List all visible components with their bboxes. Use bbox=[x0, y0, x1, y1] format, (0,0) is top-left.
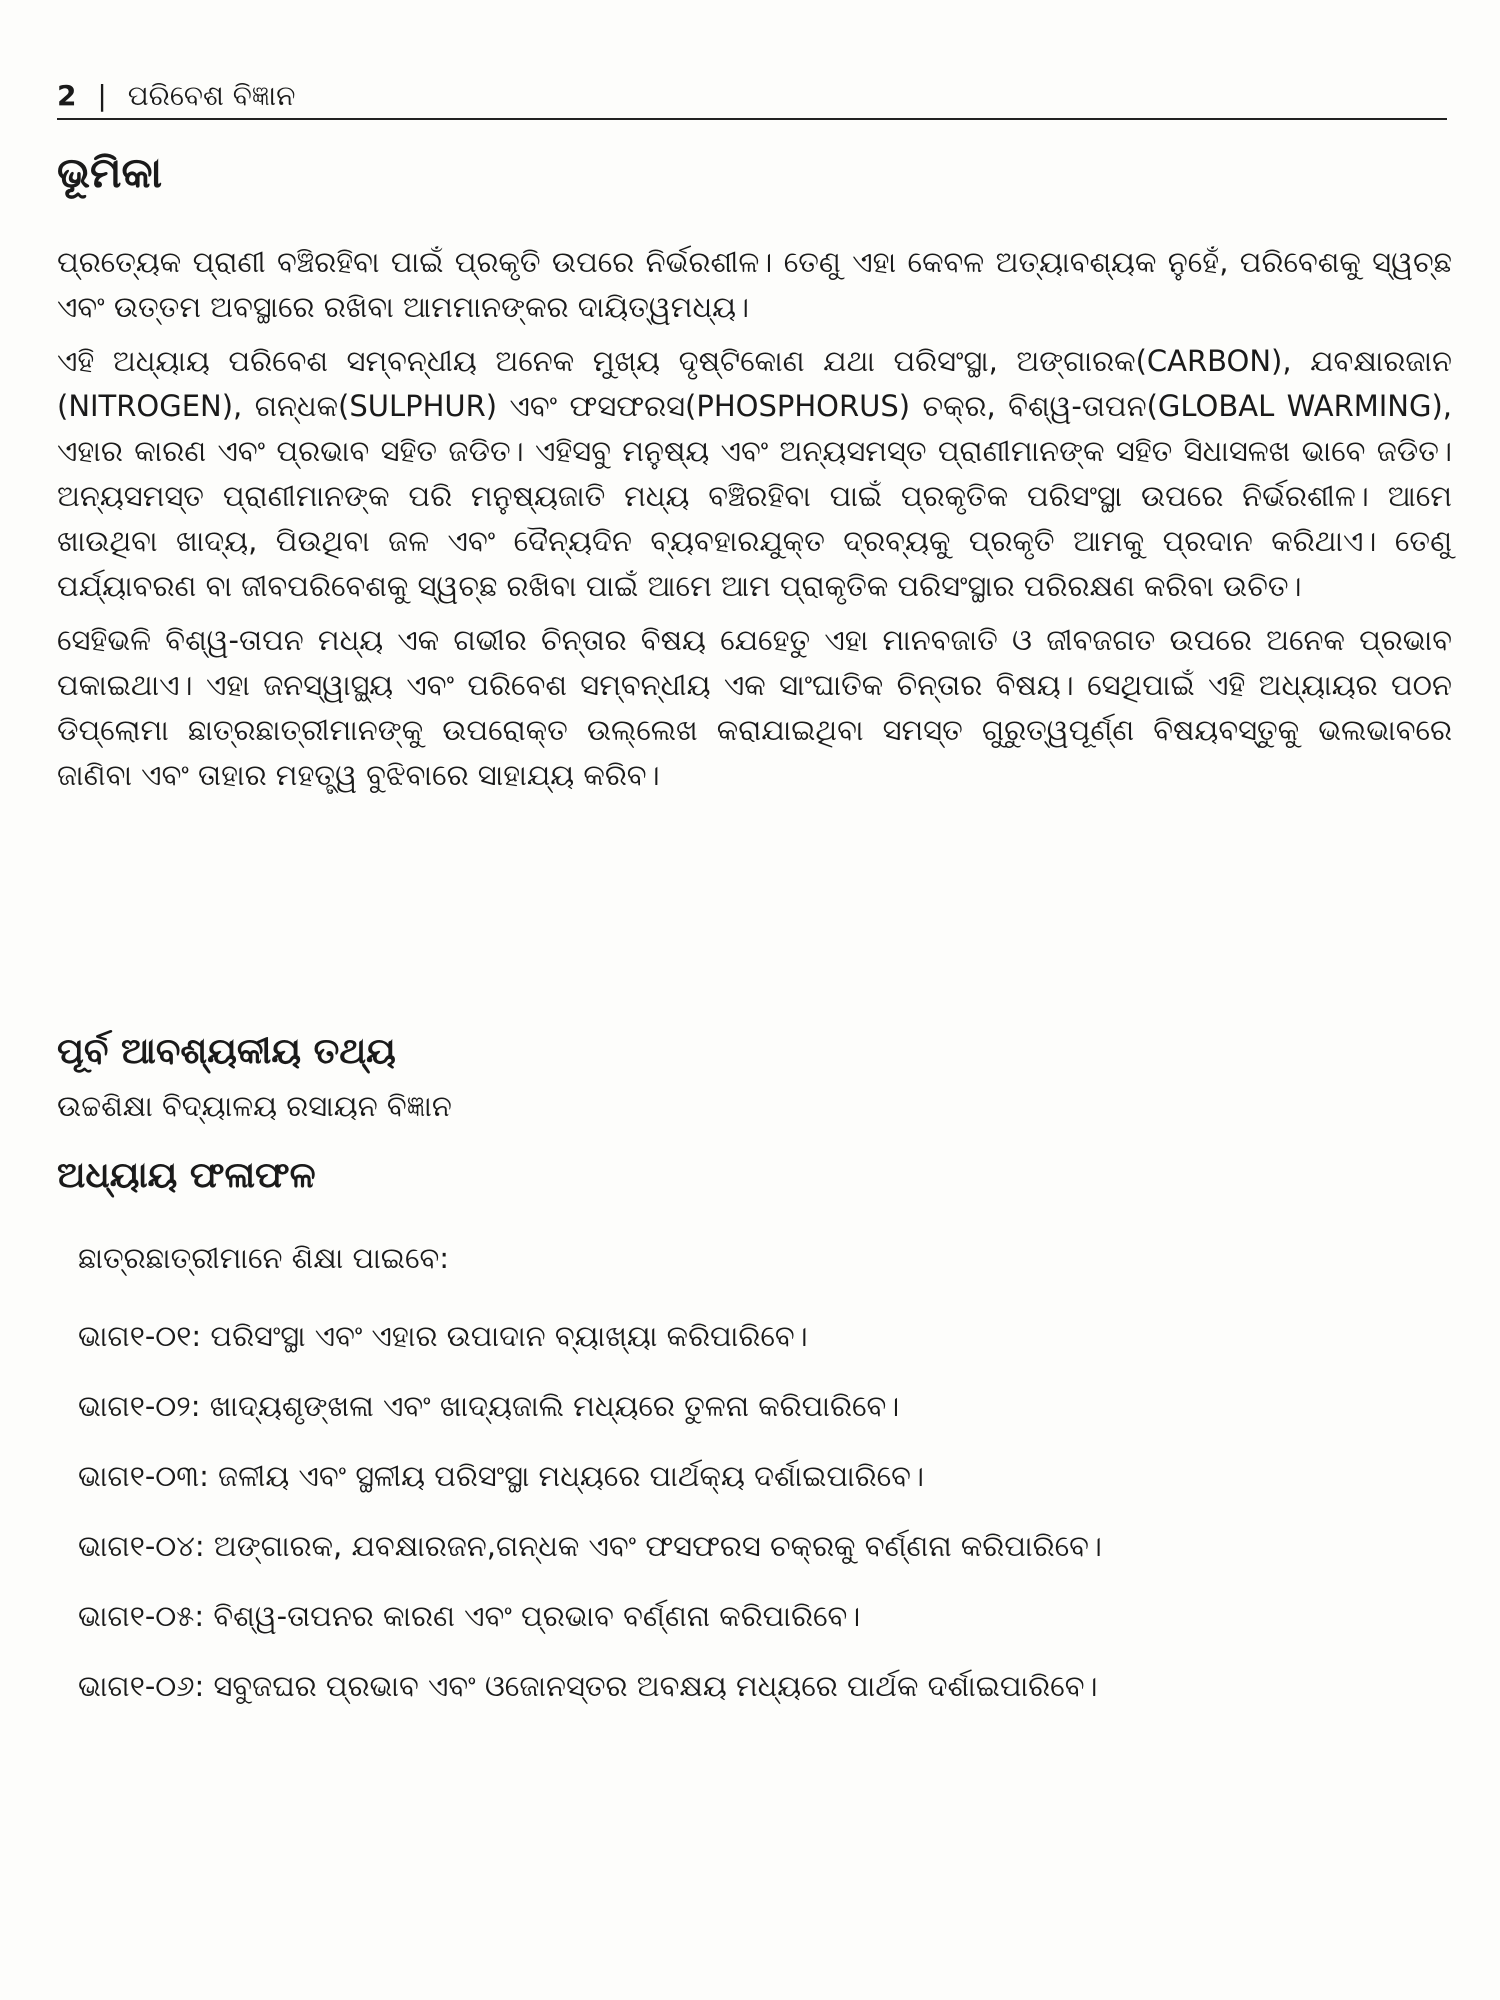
outcomes-list bbox=[78, 1316, 1438, 1736]
page-number: 2 bbox=[57, 79, 77, 112]
outcomes-heading: ଅଧ୍ୟାୟ ଫଳାଫଳ bbox=[57, 1155, 316, 1196]
book-title: ପରିବେଶ ବିଜ୍ଞାନ bbox=[127, 79, 296, 112]
outcome-item: ଭାଗ୧-୦୫: ବିଶ୍ୱ-ତାପନର କାରଣ ଏବଂ ପ୍ରଭାବ ବର୍ଣ୍ଣନା କରିପାରିବେ। bbox=[78, 1599, 861, 1633]
intro-paragraph-3: ସେହିଭଳି ବିଶ୍ୱ-ତାପନ ମଧ୍ୟ ଏକ ଗଭୀର ଚିନ୍ତାର ବିଷୟ ଯେହେତୁ ଏହା ମାନବଜାତି ଓ ଜୀବଜଗତ ଉପରେ ଅନେକ ପ୍ରଭାବ ପକାଇଥାଏ। ଏହା ଜନସ୍ୱାସ୍ଥ୍ୟ ଏବଂ ପରିବେଶ ସମ୍ବନ୍ଧୀୟ ଏକ ସାଂଘାତିକ ଚିନ୍ତାର ବିଷୟ। ସେଥିପାଇଁ ଏହି ଅଧ୍ୟାୟର ପଠନ ଡିପ୍ଲୋମା ଛାତ୍ରଛାତ୍ରୀମାନଙ୍କୁ ଉପରୋକ୍ତ ଉଲ୍ଲେଖ କରାଯାଇଥିବା ସମସ୍ତ ଗୁରୁତ୍ୱପୂର୍ଣ୍ଣ ବିଷୟବସ୍ତୁକୁ ଭଲଭାବରେ ଜାଣିବା ଏବଂ ତାହାର ମହତ୍ତ୍ୱ ବୁଝିବାରେ ସାହାଯ୍ୟ କରିବ। bbox=[57, 623, 1452, 792]
outcome-item: ଭାଗ୧-୦୧: ପରିସଂସ୍ଥା ଏବଂ ଏହାର ଉପାଦାନ ବ୍ୟାଖ୍ୟା କରିପାରିବେ। bbox=[78, 1319, 808, 1353]
outcome-item: ଭାଗ୧-୦୩: ଜଳୀୟ ଏବଂ ସ୍ଥଳୀୟ ପରିସଂସ୍ଥା ମଧ୍ୟରେ ପାର୍ଥକ୍ୟ ଦର୍ଶାଇପାରିବେ। bbox=[78, 1459, 925, 1493]
outcomes-intro: ଛାତ୍ରଛାତ୍ରୀମାନେ ଶିକ୍ଷା ପାଇବେ: bbox=[78, 1241, 450, 1275]
header-separator: | bbox=[97, 79, 107, 112]
prerequisite-text: ଉଚ୍ଚଶିକ୍ଷା ବିଦ୍ୟାଳୟ ରସାୟନ ବିଜ୍ଞାନ bbox=[57, 1089, 452, 1123]
introduction-body bbox=[57, 240, 1452, 807]
outcome-item: ଭାଗ୧-୦୬: ସବୁଜଘର ପ୍ରଭାବ ଏବଂ ଓଜୋନସ୍ତର ଅବକ୍ଷୟ ମଧ୍ୟରେ ପାର୍ଥକ ଦର୍ଶାଇପାରିବେ। bbox=[78, 1669, 1098, 1703]
intro-paragraph-1: ପ୍ରତ୍ୟେକ ପ୍ରାଣୀ ବଞ୍ଚିରହିବା ପାଇଁ ପ୍ରକୃତି ଉପରେ ନିର୍ଭରଶୀଳ। ତେଣୁ ଏହା କେବଳ ଅତ୍ୟାବଶ୍ୟକ ନୁହେଁ, ପରିବେଶକୁ ସ୍ୱଚ୍ଛ ଏବଂ ଉତ୍ତମ ଅବସ୍ଥାରେ ରଖିବା ଆମମାନଙ୍କର ଦାୟିତ୍ୱମଧ୍ୟ। bbox=[57, 245, 1452, 324]
outcome-item: ଭାଗ୧-୦୪: ଅଙ୍ଗାରକ, ଯବକ୍ଷାରଜନ,ଗନ୍ଧକ ଏବଂ ଫସଫରସ ଚକ୍ରକୁ ବର୍ଣ୍ଣନା କରିପାରିବେ। bbox=[78, 1529, 1102, 1563]
running-header bbox=[57, 78, 1447, 120]
prerequisite-heading: ପୂର୍ବ ଆବଶ୍ୟକୀୟ ତଥ୍ୟ bbox=[57, 1031, 396, 1072]
intro-paragraph-2: ଏହି ଅଧ୍ୟାୟ ପରିବେଶ ସମ୍ବନ୍ଧୀୟ ଅନେକ ମୁଖ୍ୟ ଦୃଷ୍ଟିକୋଣ ଯଥା ପରିସଂସ୍ଥା, ଅଙ୍ଗାରକ(CARBON), ଯବକ୍ଷାରଜାନ (NITROGEN), ଗନ୍ଧକ(SULPHUR) ଏବଂ ଫସଫରସ(PHOSPHORUS) ଚକ୍ର, ବିଶ୍ୱ-ତାପନ(GLOBAL WARMING), ଏହାର କାରଣ ଏବଂ ପ୍ରଭାବ ସହିତ ଜଡିତ। ଏହିସବୁ ମନୁଷ୍ୟ ଏବଂ ଅନ୍ୟସମସ୍ତ ପ୍ରାଣୀମାନଙ୍କ ସହିତ ସିଧାସଳଖ ଭାବେ ଜଡିତ। ଅନ୍ୟସମସ୍ତ ପ୍ରାଣୀମାନଙ୍କ ପରି ମନୁଷ୍ୟଜାତି ମଧ୍ୟ ବଞ୍ଚିରହିବା ପାଇଁ ପ୍ରକୃତିକ ପରିସଂସ୍ଥା ଉପରେ ନିର୍ଭରଶୀଳ। ଆମେ ଖାଉଥିବା ଖାଦ୍ୟ, ପିଉଥିବା ଜଳ ଏବଂ ଦୈନ୍ୟଦିନ ବ୍ୟବହାରଯୁକ୍ତ ଦ୍ରବ୍ୟକୁ ପ୍ରକୃତି ଆମକୁ ପ୍ରଦାନ କରିଥାଏ। ତେଣୁ ପର୍ଯ୍ୟାବରଣ ବା ଜୀବପରିବେଶକୁ ସ୍ୱଚ୍ଛ ରଖିବା ପାଇଁ ଆମେ ଆମ ପ୍ରାକୃତିକ ପରିସଂସ୍ଥାର ପରିରକ୍ଷଣ କରିବା ଉଚିତ। bbox=[57, 344, 1452, 603]
outcome-item: ଭାଗ୧-୦୨: ଖାଦ୍ୟଶୃଙ୍ଖଳା ଏବଂ ଖାଦ୍ୟଜାଲି ମଧ୍ୟରେ ତୁଳନା କରିପାରିବେ। bbox=[78, 1389, 900, 1423]
introduction-heading: ଭୂମିକା bbox=[57, 148, 163, 197]
